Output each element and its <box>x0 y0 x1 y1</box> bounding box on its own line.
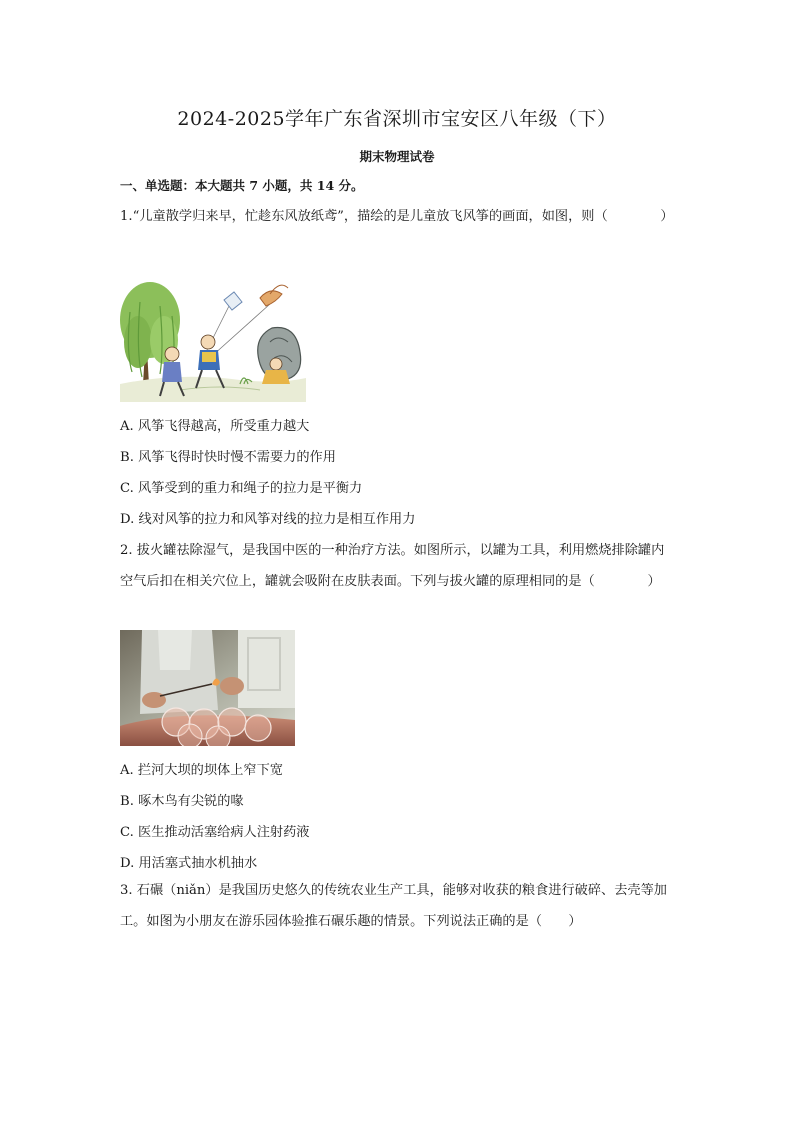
question-2-option-a: A. 拦河大坝的坝体上窄下宽 <box>120 763 283 778</box>
question-3-stem: 3. 石碾（niǎn）是我国历史悠久的传统农业生产工具，能够对收获的粮食进行破碎、去壳等加工。如图为小朋友在游乐园体验推石碾乐趣的情景。下列说法正确的是（ ） <box>120 883 667 929</box>
section-heading: 一、单选题：本大题共 7 小题，共 14 分。 <box>120 178 364 193</box>
question-1-option-a: A. 风筝飞得越高，所受重力越大 <box>120 419 310 434</box>
page-title: 2024-2025学年广东省深圳市宝安区八年级（下） <box>177 108 617 130</box>
question-1-option-b: B. 风筝飞得时快时慢不需要力的作用 <box>120 450 336 465</box>
question-2-option-b: B. 啄木鸟有尖锐的喙 <box>120 794 244 809</box>
question-2-option-c: C. 医生推动活塞给病人注射药液 <box>120 825 310 840</box>
question-1-stem: 1.“儿童散学归来早，忙趁东风放纸鸢”，描绘的是儿童放飞风筝的画面，如图，则（ ） <box>120 209 674 224</box>
question-2-option-d: D. 用活塞式抽水机抽水 <box>120 856 258 871</box>
question-2-stem: 2. 拔火罐祛除湿气，是我国中医的一种治疗方法。如图所示，以罐为工具，利用燃烧排除罐内空气后扣在相关穴位上，罐就会吸附在皮肤表面。下列与拔火罐的原理相同的是（ ） <box>120 543 665 589</box>
question-1-option-c: C. 风筝受到的重力和绳子的拉力是平衡力 <box>120 481 363 496</box>
page-subtitle: 期末物理试卷 <box>359 149 435 164</box>
kite-flying-illustration <box>120 272 306 402</box>
cupping-therapy-photo <box>120 630 295 746</box>
question-1-option-d: D. 线对风筝的拉力和风筝对线的拉力是相互作用力 <box>120 512 416 527</box>
